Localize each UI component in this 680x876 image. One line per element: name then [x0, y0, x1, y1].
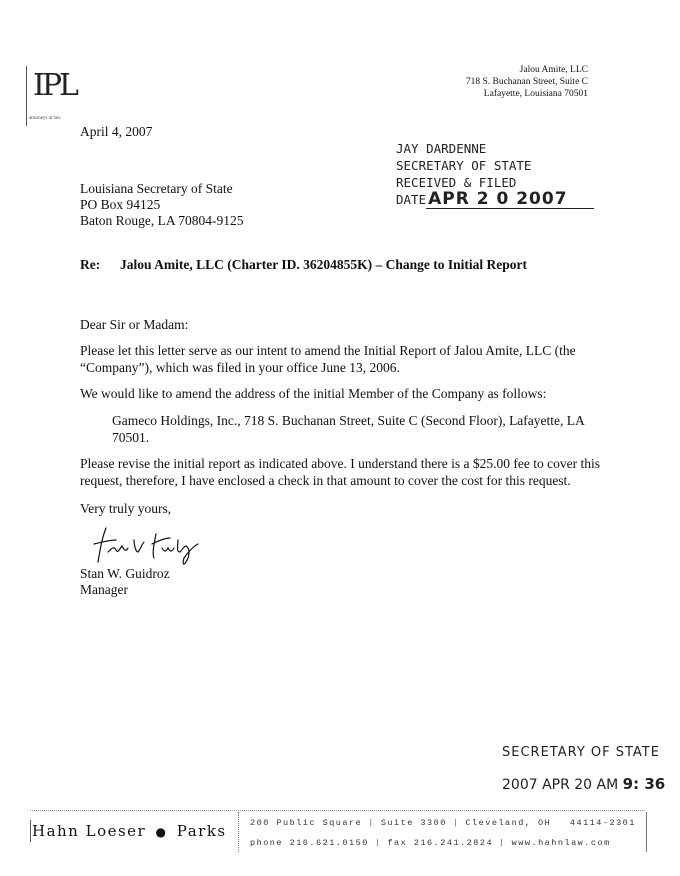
logo-tagline: attorneys at law [29, 116, 61, 121]
recipient-address [80, 181, 244, 229]
signer-name: Stan W. Guidroz [80, 566, 170, 581]
filed-stamp [396, 140, 594, 209]
stamp-date-value: APR 2 0 2007 [426, 191, 593, 209]
received-stamp-time: 9: 36 [622, 775, 666, 793]
footer-city: Cleveland, OH [465, 818, 552, 828]
firm-name-part1: Hahn Loeser [32, 822, 147, 840]
footer-firm-name [32, 822, 227, 840]
footer-zip: 44114-2301 [569, 818, 636, 828]
salutation: Dear Sir or Madam: [80, 317, 189, 332]
firm-name-part2: Parks [176, 822, 227, 840]
logo-mark: IPL [33, 68, 76, 103]
firm-separator-icon: ● [155, 825, 168, 839]
sender-city: Lafayette, Louisiana 70501 [483, 89, 588, 99]
stamp-date-line [396, 191, 594, 209]
sender-name: Jalou Amite, LLC [519, 65, 588, 75]
sender-address [466, 64, 588, 100]
recipient-line3: Baton Rouge, LA 70804-9125 [80, 213, 244, 228]
sender-street: 718 S. Buchanan Street, Suite C [465, 77, 588, 87]
stamp-office: SECRETARY OF STATE [396, 158, 532, 173]
recipient-line1: Louisiana Secretary of State [80, 181, 233, 196]
recipient-line2: PO Box 94125 [80, 197, 161, 212]
stamp-status: RECEIVED & FILED [396, 175, 517, 190]
footer-address: 200 Public Square [250, 818, 363, 828]
paragraph-1: Please let this letter serve as our intent to amend the Initial Report of Jalou Amite, LLC (the “Company”), which was filed in your office June 13, 2006. [80, 343, 576, 375]
closing: Very truly yours, [80, 501, 172, 516]
footer-phone: phone 216.621.0150 [250, 838, 369, 848]
footer-contact-row2: phone 216.621.0150 | fax 216.241.2824 | www.hahnlaw.com [250, 838, 611, 848]
footer-contact-row1: 200 Public Square | Suite 3300 | Cleveland, OH 44114-2301 [250, 818, 636, 828]
paragraph-3: Gameco Holdings, Inc., 718 S. Buchanan Street, Suite C (Second Floor), Lafayette, LA 70501. [112, 413, 585, 445]
handwritten-signature [86, 522, 206, 568]
signer-block [80, 566, 170, 598]
subject-label: Re: [80, 257, 101, 272]
paragraph-4: Please revise the initial report as indicated above. I understand there is a $25.00 fee to cover this request, therefore, I have enclosed a check in that amount to cover the cost for this request. [80, 456, 600, 488]
subject-text: Jalou Amite, LLC (Charter ID. 36204855K) – Change to Initial Report [120, 257, 527, 272]
footer-fax: fax 216.241.2824 [387, 838, 494, 848]
firm-logo [26, 66, 77, 126]
received-stamp-date: 2007 APR 20 AM [502, 777, 619, 793]
signer-title: Manager [80, 582, 128, 597]
received-stamp-office: SECRETARY OF STATE [502, 745, 660, 760]
received-stamp-datetime [502, 775, 665, 793]
footer-web: www.hahnlaw.com [511, 838, 611, 848]
letter-date: April 4, 2007 [80, 124, 153, 139]
paragraph-2: We would like to amend the address of the initial Member of the Company as follows: [80, 386, 547, 401]
footer-suite: Suite 3300 [380, 818, 447, 828]
footer-divider [30, 810, 645, 811]
footer-right-rule [646, 812, 648, 852]
footer-divider-vertical [238, 812, 240, 852]
subject-line [80, 257, 527, 273]
stamp-date-label: DATE [396, 192, 427, 207]
stamp-name: JAY DARDENNE [396, 141, 487, 156]
